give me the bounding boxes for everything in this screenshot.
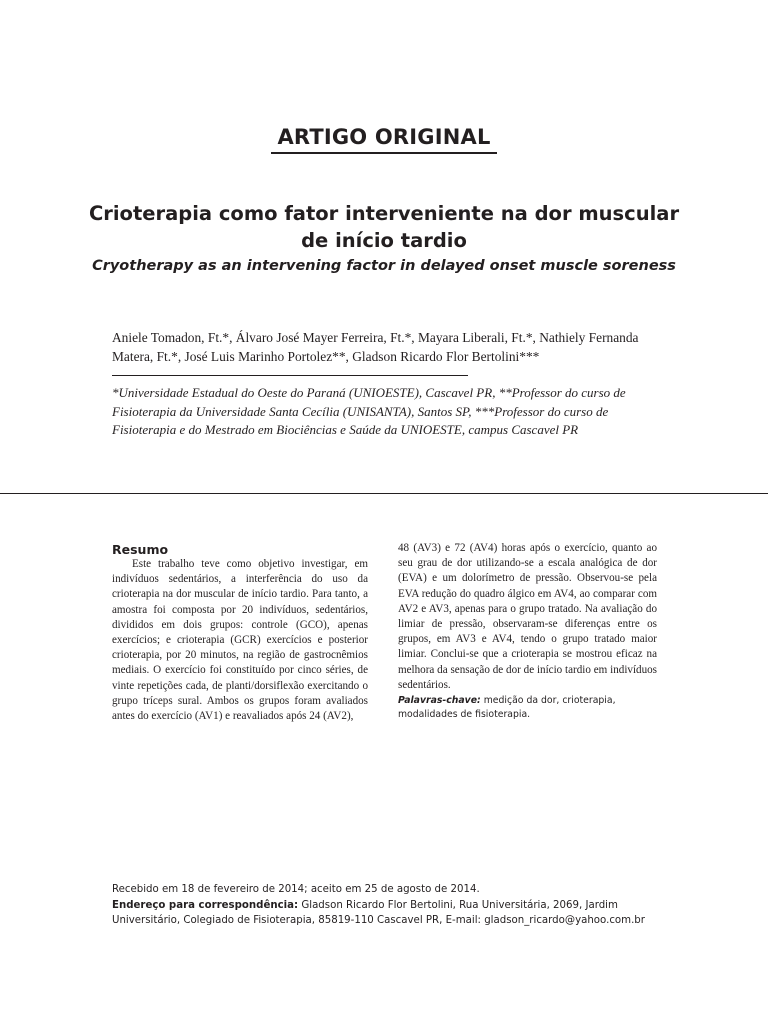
keywords-label: Palavras-chave: [398, 695, 481, 706]
received-dates: Recebido em 18 de fevereiro de 2014; aceito em 25 de agosto de 2014. [112, 884, 480, 895]
author-list: Aniele Tomadon, Ft.*, Álvaro José Mayer Ferreira, Ft.*, Mayara Liberali, Ft.*, Nathiely Fernanda Matera, Ft.*, José Luis Marinho Portolez**, Gladson Ricardo Flor Bertolini*** [112, 330, 639, 364]
correspondence-address: Gladson Ricardo Flor Bertolini, Rua Universitária, 2069, Jardim Universitário, Colegiado de Fisioterapia, 85819-110 Cascavel PR, E-mail: gladson_ricardo@yahoo.com.br [112, 899, 645, 926]
abstract-text-right-column: 48 (AV3) e 72 (AV4) horas após o exercício, quanto ao seu grau de dor utilizando-se a escala analógica de dor (EVA) e um dolorímetro de pressão. Observou-se pela EVA redução do quadro álgico em AV4, ao comparar com AV2 e AV3, apenas para o grupo tratado. Na avaliação do limiar de pressão, observaram-se diferenças entre os grupos, em AV3 e AV4, tendo o grupo tratado maior limiar. Conclui-se que a crioterapia se mostrou eficaz na melhora da sensação de dor de início tardio em indivíduos sedentários. [398, 542, 657, 691]
author-affiliations: *Universidade Estadual do Oeste do Paraná (UNIOESTE), Cascavel PR, **Professor do curso de Fisioterapia da Universidade Santa Cecília (UNISANTA), Santos SP, ***Professor do curso de Fisioterapia e do Mestrado em Biociências e Saúde da UNIOESTE, campus Cascavel PR [112, 385, 626, 437]
keywords [398, 694, 658, 722]
affiliation-rule [112, 375, 468, 376]
abstract-heading: Resumo [112, 542, 169, 557]
correspondence-label: Endereço para correspondência: [112, 899, 299, 911]
section-label: ARTIGO ORIGINAL [271, 122, 497, 154]
article-footer [112, 882, 672, 929]
header-divider [0, 493, 768, 494]
keywords-text: medição da dor, crioterapia, modalidades de fisioterapia. [398, 695, 616, 720]
correspondence [112, 898, 672, 929]
article-title-english: Cryotherapy as an intervening factor in delayed onset muscle soreness [92, 258, 676, 274]
article-title-portuguese: Crioterapia como fator interveniente na dor muscular de início tardio [88, 202, 680, 252]
abstract-text-left-column: Este trabalho teve como objetivo investigar, em indivíduos sedentários, a interferência do uso da crioterapia na dor muscular de início tardio. Para tanto, a amostra foi composta por 20 indivíduos, sedentários, divididos em dois grupos: controle (GCO), apenas exercícios; e crioterapia (GCR) exercícios e posterior crioterapia, por 20 minutos, na região de gastrocnêmios mediais. O exercício foi constituído por cinco séries, de vinte repetições cada, de planti/dorsiflexão exercitando o grupo tríceps sural. Ambos os grupos foram avaliados antes do exercício (AV1) e reavaliados após 24 (AV2), [112, 558, 368, 723]
